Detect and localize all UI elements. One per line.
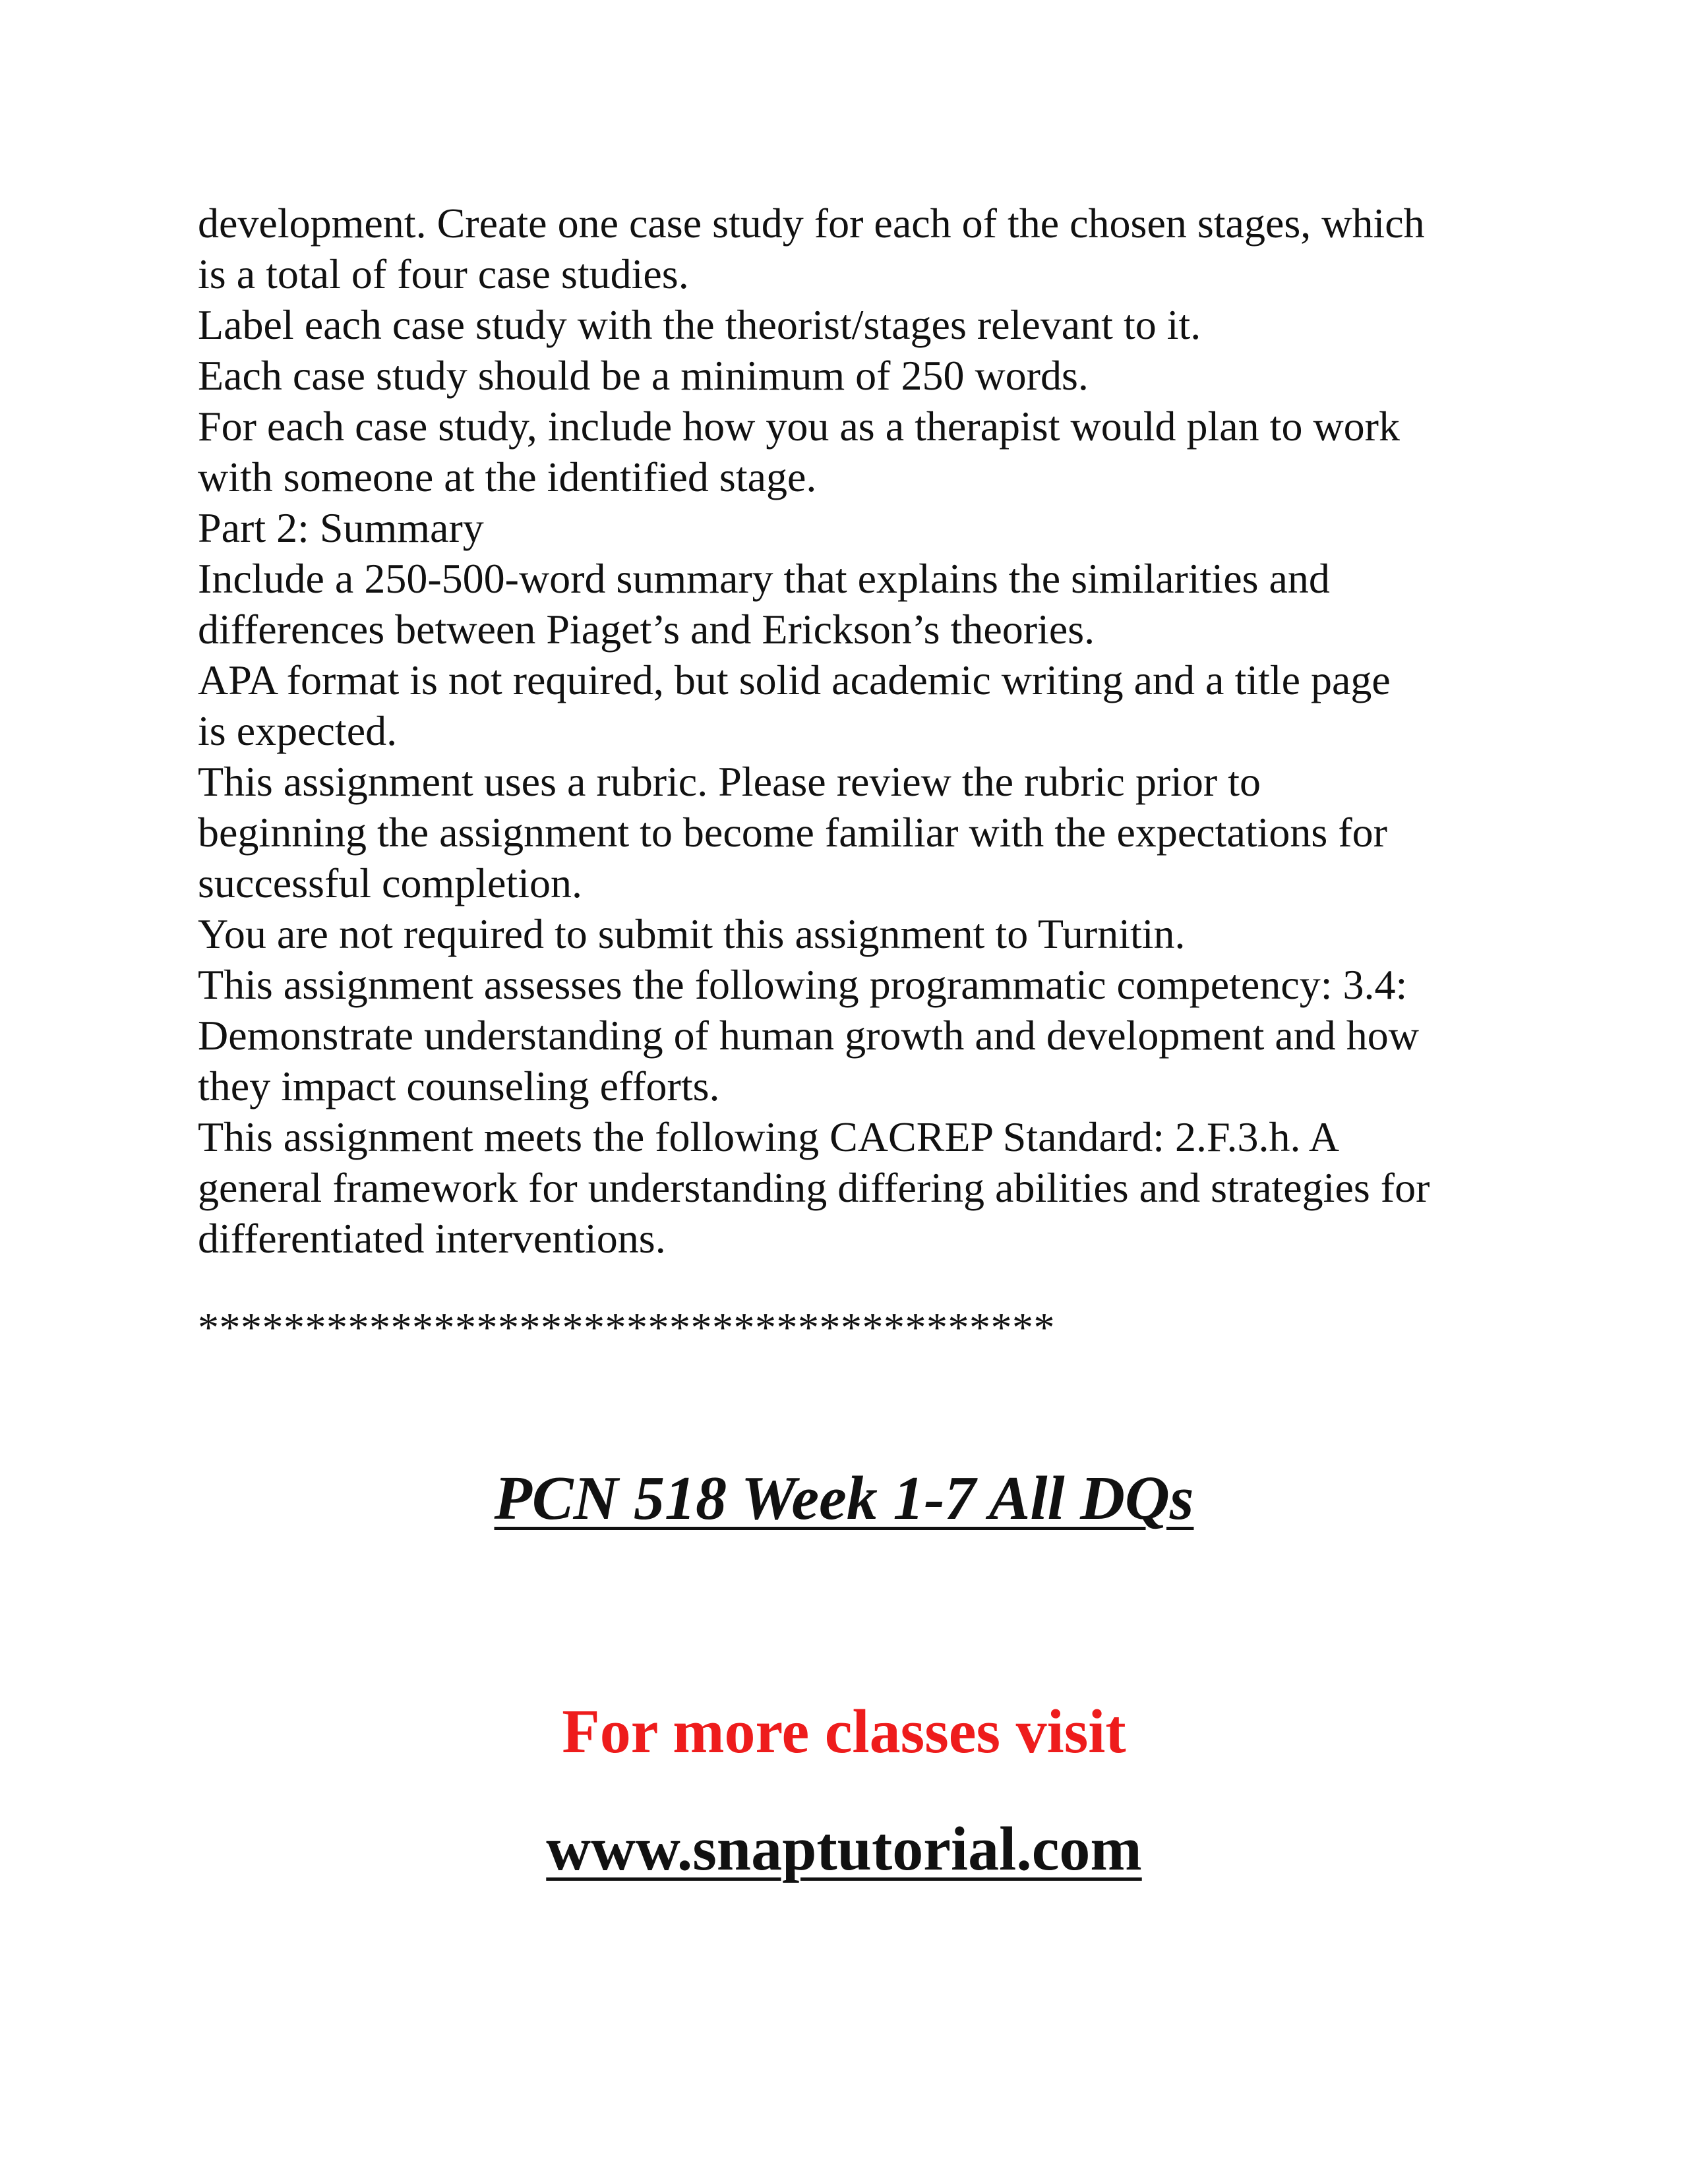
assignment-instructions [198, 198, 1550, 1264]
body-line: This assignment assesses the following programmatic competency: 3.4: [198, 961, 1408, 1008]
body-line: beginning the assignment to become familiar with the expectations for [198, 809, 1387, 856]
body-line: Each case study should be a minimum of 250 words. [198, 352, 1089, 399]
body-line: successful completion. [198, 860, 582, 906]
body-line: This assignment meets the following CACREP Standard: 2.F.3.h. A [198, 1113, 1340, 1160]
section-heading-part-2: Part 2: Summary [198, 504, 484, 551]
body-line: Include a 250-500-word summary that explains the similarities and [198, 555, 1330, 602]
site-url-link[interactable]: www.snaptutorial.com [546, 1815, 1142, 1883]
body-line: You are not required to submit this assignment to Turnitin. [198, 910, 1186, 957]
body-line: they impact counseling efforts. [198, 1063, 720, 1109]
promo-text: For more classes visit [562, 1697, 1126, 1766]
body-line: Demonstrate understanding of human growth and development and how [198, 1012, 1419, 1059]
asterisk-separator: **************************************** [198, 1304, 1055, 1351]
body-line: Label each case study with the theorist/stages relevant to it. [198, 301, 1201, 348]
body-line: development. Create one case study for each of the chosen stages, which [198, 200, 1425, 247]
course-title: PCN 518 Week 1-7 All DQs [494, 1464, 1194, 1533]
body-line: differences between Piaget’s and Erickson’s theories. [198, 606, 1095, 653]
body-line: is expected. [198, 707, 398, 754]
body-line: For each case study, include how you as a therapist would plan to work [198, 403, 1400, 450]
body-line: APA format is not required, but solid academic writing and a title page [198, 657, 1391, 703]
body-line: is a total of four case studies. [198, 251, 689, 297]
body-line: with someone at the identified stage. [198, 454, 817, 500]
body-line: This assignment uses a rubric. Please review the rubric prior to [198, 758, 1261, 805]
body-line: general framework for understanding differing abilities and strategies for [198, 1164, 1430, 1211]
body-line: differentiated interventions. [198, 1215, 666, 1262]
